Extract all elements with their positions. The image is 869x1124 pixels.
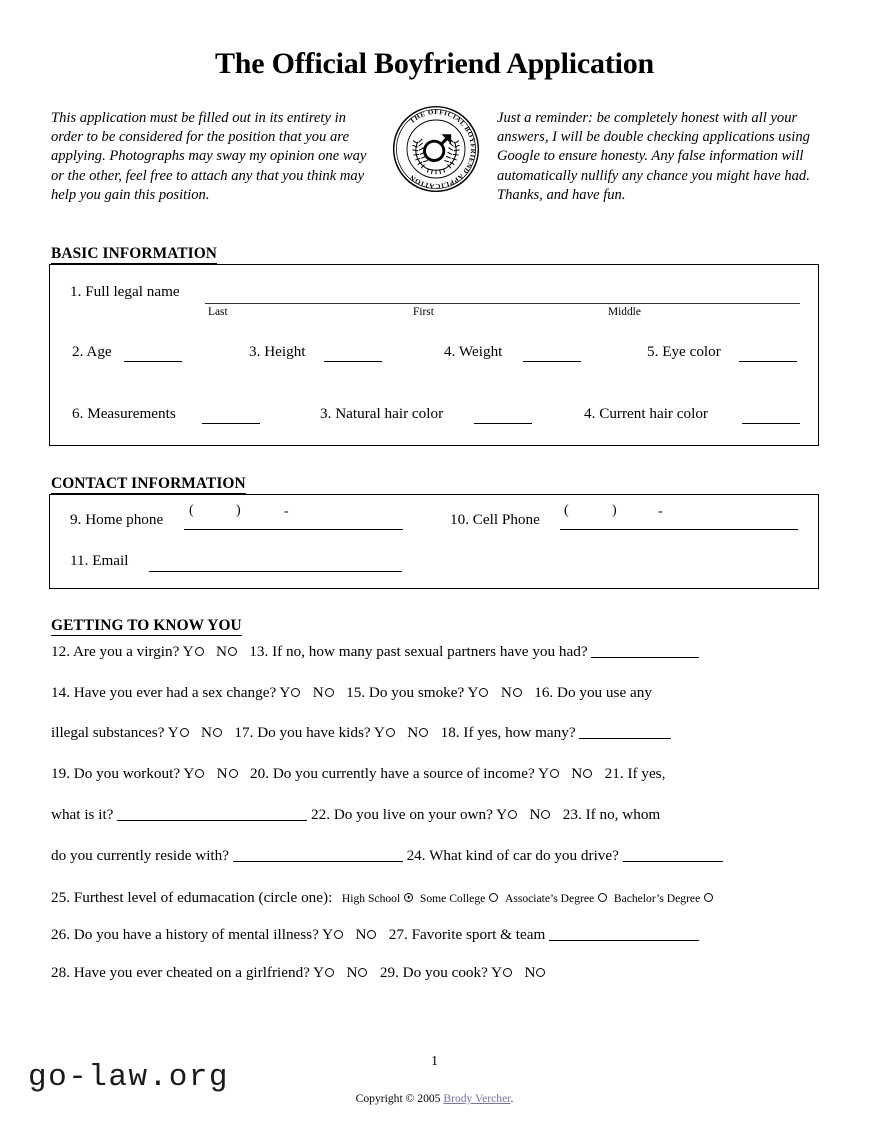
field-label-cell-phone: 10. Cell Phone <box>450 511 540 528</box>
question-line <box>51 847 821 865</box>
spacer <box>205 765 216 782</box>
spacer <box>560 765 571 782</box>
yes-label: Y <box>322 926 334 943</box>
yes-label: Y <box>467 684 479 701</box>
radio-no[interactable] <box>541 810 550 819</box>
no-label: N <box>524 964 536 981</box>
contact-information-box <box>49 494 819 589</box>
svg-text:THE OFFICIAL BOYFRIEND APPLICA: THE OFFICIAL BOYFRIEND APPLICATION <box>408 108 478 191</box>
field-label-weight: 4. Weight <box>444 343 503 360</box>
education-option-radio[interactable] <box>704 893 713 902</box>
cell-phone-open-paren: ( <box>564 503 569 518</box>
question-line <box>51 765 821 783</box>
education-option-label: Associate’s Degree <box>504 892 598 905</box>
spacer <box>523 684 534 701</box>
no-label: N <box>407 724 419 741</box>
answer-blank[interactable] <box>117 807 307 821</box>
section-heading-contact-information: CONTACT INFORMATION <box>51 475 246 492</box>
spacer <box>551 806 562 823</box>
spacer <box>223 724 234 741</box>
no-label: N <box>201 724 213 741</box>
spacer <box>344 926 355 943</box>
question-text: 23. If no, whom <box>562 806 661 823</box>
yes-label: Y <box>183 765 195 782</box>
no-label: N <box>216 765 228 782</box>
field-input-weight[interactable] <box>523 361 581 362</box>
education-option-radio[interactable] <box>404 893 413 902</box>
yes-no-radio-group <box>538 765 605 782</box>
radio-yes[interactable] <box>334 930 343 939</box>
education-option-radio[interactable] <box>598 893 607 902</box>
radio-no[interactable] <box>367 930 376 939</box>
no-label: N <box>355 926 367 943</box>
field-input-home-phone[interactable] <box>184 529 403 530</box>
question-text: what is it? <box>51 806 118 823</box>
radio-yes[interactable] <box>503 968 512 977</box>
question-line <box>51 926 821 944</box>
radio-no[interactable] <box>419 728 428 737</box>
spacer <box>518 806 529 823</box>
field-input-age[interactable] <box>124 361 182 362</box>
yes-no-radio-group <box>183 643 250 660</box>
field-label-home-phone: 9. Home phone <box>70 511 164 528</box>
intro-paragraph-left: This application must be filled out in its entirety in order to be considered for the position that you are applying. Photographs may sway my opinion one way or the other, feel free to attach any that you think may help you gain this position. <box>51 110 367 203</box>
name-sublabel-first: First <box>413 306 434 318</box>
field-label-height: 3. Height <box>249 343 306 360</box>
name-sublabel-last: Last <box>208 306 228 318</box>
spacer <box>335 684 346 701</box>
spacer <box>239 765 250 782</box>
radio-no[interactable] <box>229 769 238 778</box>
field-input-measurements[interactable] <box>202 423 260 424</box>
spacer <box>301 684 312 701</box>
spacer <box>368 964 379 981</box>
question-line <box>51 724 821 742</box>
no-label: N <box>215 643 227 660</box>
copyright-prefix: Copyright © 2005 <box>355 1092 444 1105</box>
yes-no-radio-group <box>491 964 558 981</box>
no-label: N <box>500 684 512 701</box>
yes-no-radio-group <box>468 684 535 701</box>
radio-yes[interactable] <box>180 728 189 737</box>
education-option-label: Bachelor’s Degree <box>613 892 704 905</box>
section-heading-basic-information: BASIC INFORMATION <box>51 245 218 262</box>
radio-no[interactable] <box>325 688 334 697</box>
radio-yes[interactable] <box>195 769 204 778</box>
radio-yes[interactable] <box>195 647 204 656</box>
education-option-radio[interactable] <box>489 893 498 902</box>
yes-no-radio-group <box>322 926 389 943</box>
official-seal-icon <box>390 103 482 195</box>
no-label: N <box>346 964 358 981</box>
spacer <box>593 765 604 782</box>
spacer <box>377 926 388 943</box>
yes-label: Y <box>167 724 179 741</box>
spacer <box>190 724 201 741</box>
spacer <box>513 964 524 981</box>
field-label-current-hair-color: 4. Current hair color <box>584 405 708 422</box>
copyright-suffix: . <box>510 1092 514 1105</box>
watermark-go-law-org: go-law.org <box>28 1060 230 1095</box>
answer-blank[interactable] <box>591 644 699 658</box>
question-text: 27. Favorite sport & team <box>388 926 550 943</box>
radio-no[interactable] <box>513 688 522 697</box>
intro-paragraph-right: Just a reminder: be completely honest with all your answers, I will be double checking applications using Google to ensure honesty. Any false information will automatically nullify any chance you might have had. Thanks, and have fun. <box>497 110 810 203</box>
education-option-label: High School <box>341 892 404 905</box>
question-text: 13. If no, how many past sexual partners have you had? <box>249 643 592 660</box>
home-phone-close-paren: ) <box>236 503 241 518</box>
radio-yes[interactable] <box>325 968 334 977</box>
question-text: illegal substances? <box>51 724 168 741</box>
field-input-height[interactable] <box>324 361 382 362</box>
question-text: 15. Do you smoke? <box>346 684 468 701</box>
yes-no-radio-group <box>374 724 441 741</box>
question-text: 21. If yes, <box>604 765 666 782</box>
question-text: 22. Do you live on your own? <box>311 806 497 823</box>
answer-blank[interactable] <box>549 927 699 941</box>
question-line <box>51 806 821 824</box>
home-phone-dash: - <box>284 504 289 519</box>
field-label-natural-hair-color: 3. Natural hair color <box>320 405 444 422</box>
page-number: 1 <box>431 1053 438 1068</box>
spacer <box>429 724 440 741</box>
radio-yes[interactable] <box>550 769 559 778</box>
field-input-full-legal-name[interactable] <box>205 303 800 304</box>
yes-no-radio-group <box>496 806 563 823</box>
yes-label: Y <box>313 964 325 981</box>
question-25-label: 25. Furthest level of edumacation (circle one): <box>51 889 333 906</box>
radio-no[interactable] <box>583 769 592 778</box>
field-label-age: 2. Age <box>72 343 112 360</box>
question-text: 12. Are you a virgin? <box>51 643 183 660</box>
radio-no[interactable] <box>228 647 237 656</box>
yes-label: Y <box>182 643 194 660</box>
question-text: 26. Do you have a history of mental illness? <box>51 926 323 943</box>
answer-blank[interactable] <box>579 725 671 739</box>
answer-blank[interactable] <box>233 848 403 862</box>
cell-phone-close-paren: ) <box>612 503 617 518</box>
no-label: N <box>312 684 324 701</box>
field-input-eye-color[interactable] <box>739 361 797 362</box>
question-text: 14. Have you ever had a sex change? <box>51 684 280 701</box>
name-sublabel-middle: Middle <box>608 306 641 318</box>
question-text: 17. Do you have kids? <box>234 724 374 741</box>
cell-phone-dash: - <box>658 504 663 519</box>
yes-no-radio-group <box>168 724 235 741</box>
yes-no-radio-group <box>183 765 250 782</box>
question-text: 24. What kind of car do you drive? <box>406 847 623 864</box>
radio-no[interactable] <box>213 728 222 737</box>
field-input-cell-phone[interactable] <box>560 529 798 530</box>
field-input-current-hair-color[interactable] <box>742 423 800 424</box>
page-title: The Official Boyfriend Application <box>214 47 655 80</box>
spacer <box>546 964 557 981</box>
radio-yes[interactable] <box>386 728 395 737</box>
question-text: 20. Do you currently have a source of income? <box>250 765 538 782</box>
yes-label: Y <box>491 964 503 981</box>
field-input-email[interactable] <box>149 571 402 572</box>
question-text: do you currently reside with? <box>51 847 233 864</box>
question-text: 28. Have you ever cheated on a girlfriend? <box>51 964 314 981</box>
field-label-eye-color: 5. Eye color <box>647 343 721 360</box>
question-text: 18. If yes, how many? <box>440 724 580 741</box>
question-line <box>51 643 821 661</box>
question-25-education <box>51 889 821 907</box>
spacer <box>238 643 249 660</box>
education-options <box>336 892 714 905</box>
spacer <box>396 724 407 741</box>
field-label-measurements: 6. Measurements <box>72 405 176 422</box>
spacer <box>205 643 216 660</box>
question-text: 29. Do you cook? <box>379 964 492 981</box>
question-text: 16. Do you use any <box>534 684 652 701</box>
field-label-full-legal-name: 1. Full legal name <box>70 283 180 300</box>
field-input-natural-hair-color[interactable] <box>474 423 532 424</box>
question-text: 19. Do you workout? <box>51 765 184 782</box>
radio-yes[interactable] <box>508 810 517 819</box>
radio-yes[interactable] <box>479 688 488 697</box>
yes-no-radio-group <box>313 964 380 981</box>
copyright-author-link[interactable]: Brody Vercher <box>443 1092 511 1105</box>
question-line <box>51 964 821 982</box>
yes-label: Y <box>496 806 508 823</box>
education-option-label: Some College <box>419 892 489 905</box>
no-label: N <box>529 806 541 823</box>
spacer <box>335 964 346 981</box>
yes-label: Y <box>279 684 291 701</box>
section-heading-getting-to-know-you: GETTING TO KNOW YOU <box>51 617 242 634</box>
yes-no-radio-group <box>279 684 346 701</box>
home-phone-open-paren: ( <box>189 503 194 518</box>
radio-no[interactable] <box>358 968 367 977</box>
answer-blank[interactable] <box>623 848 723 862</box>
spacer <box>489 684 500 701</box>
question-line <box>51 684 821 702</box>
basic-information-box <box>49 264 819 446</box>
field-label-email: 11. Email <box>70 552 129 569</box>
no-label: N <box>571 765 583 782</box>
radio-yes[interactable] <box>291 688 300 697</box>
yes-label: Y <box>373 724 385 741</box>
yes-label: Y <box>537 765 549 782</box>
radio-no[interactable] <box>536 968 545 977</box>
